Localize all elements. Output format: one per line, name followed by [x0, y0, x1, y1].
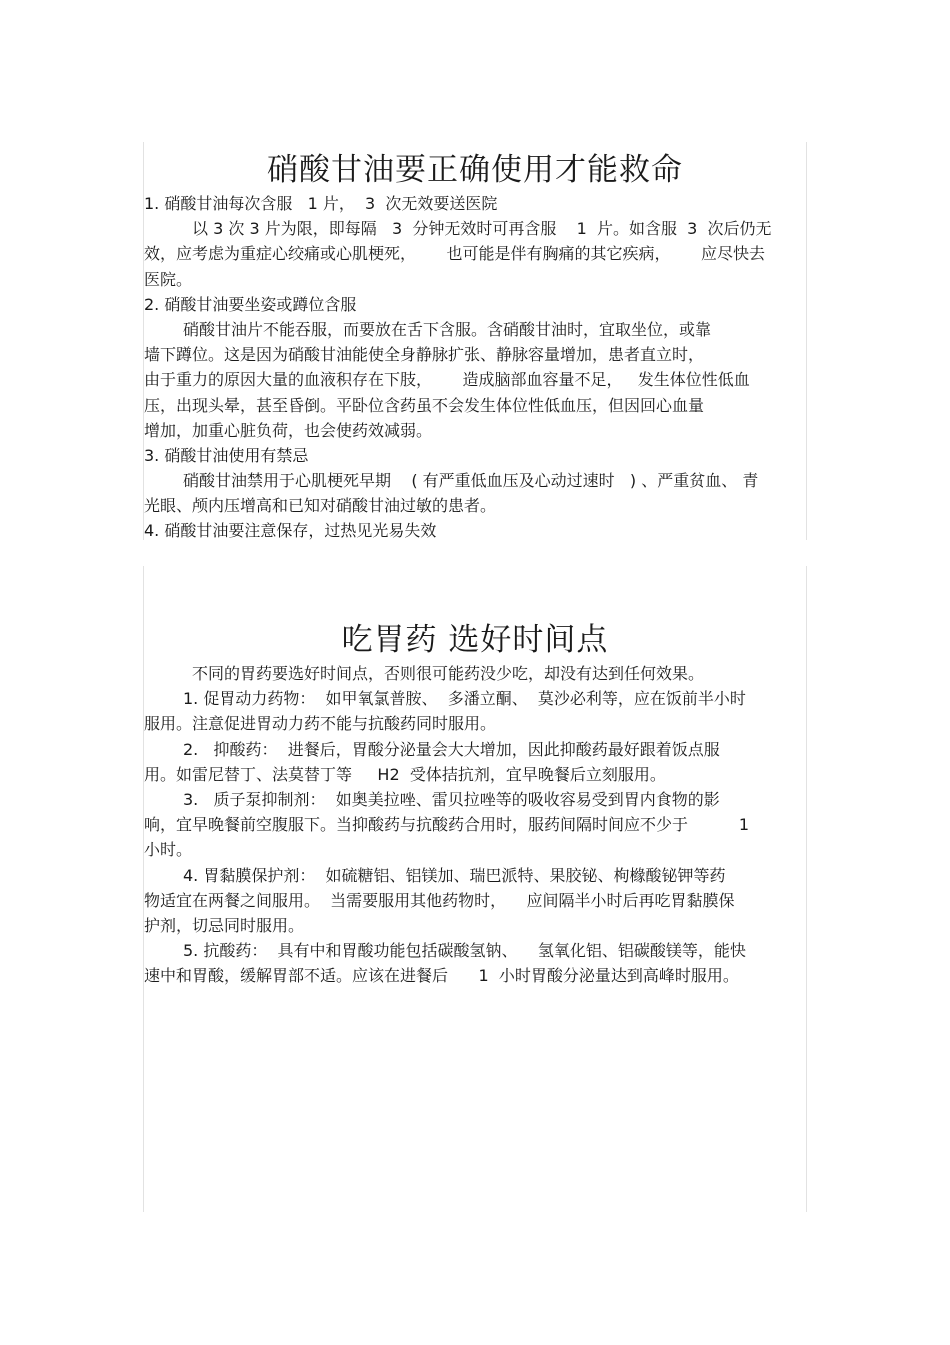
paragraph-line: 1. 促胃动力药物： 如甲氧氯普胺、 多潘立酮、 莫沙必利等，应在饭前半小时 [183, 689, 746, 709]
article-body [144, 191, 806, 544]
heading-4: 4. 硝酸甘油要注意保存，过热见光易失效 [144, 521, 437, 541]
paragraph-line: 速中和胃酸，缓解胃部不适。应该在进餐后 1 小时胃酸分泌量达到高峰时服用。 [144, 966, 739, 986]
page-border-right-bottom [806, 566, 807, 1212]
article-body [144, 661, 806, 988]
article-nitroglycerin [144, 148, 806, 544]
paragraph-line: 用。如雷尼替丁、法莫替丁等 H2 受体拮抗剂，宜早晚餐后立刻服用。 [144, 764, 666, 784]
paragraph-line: 增加，加重心脏负荷，也会使药效减弱。 [144, 420, 433, 440]
paragraph-line: 医院。 [144, 269, 193, 289]
paragraph-line: 硝酸甘油禁用于心肌梗死早期 ( 有严重低血压及心动过速时 ) 、严重贫血、 青 [183, 471, 759, 491]
paragraph-line: 压，出现头晕，甚至昏倒。平卧位含药虽不会发生体位性低血压，但因回心血量 [144, 395, 705, 415]
paragraph-line: 光眼、颅内压增高和已知对硝酸甘油过敏的患者。 [144, 496, 497, 516]
paragraph-line: 物适宜在两餐之间服用。 当需要服用其他药物时， 应间隔半小时后再吃胃黏膜保 [144, 890, 735, 910]
article-stomach-medicine [144, 618, 806, 988]
article-title: 硝酸甘油要正确使用才能救命 [267, 152, 683, 188]
paragraph-line: 墙下蹲位。这是因为硝酸甘油能使全身静脉扩张、静脉容量增加，患者直立时， [144, 345, 705, 365]
paragraph-line: 服用。注意促进胃动力药不能与抗酸药同时服用。 [144, 714, 497, 734]
paragraph-line: 由于重力的原因大量的血液积存在下肢， 造成脑部血容量不足， 发生体位性低血 [144, 370, 750, 390]
paragraph-line: 效，应考虑为重症心绞痛或心肌梗死， 也可能是伴有胸痛的其它疾病， 应尽快去 [144, 244, 766, 264]
heading-3: 3. 硝酸甘油使用有禁忌 [144, 445, 309, 465]
paragraph-line: 响，宜早晚餐前空腹服下。当抑酸药与抗酸药合用时，服药间隔时间应不少于 1 [144, 815, 750, 835]
article-title: 吃胃药 选好时间点 [341, 622, 609, 658]
page-border-right-top [806, 142, 807, 540]
heading-1: 1. 硝酸甘油每次含服 1 片， 3 次无效要送医院 [144, 194, 498, 213]
paragraph-line: 5. 抗酸药： 具有中和胃酸功能包括碳酸氢钠、 氢氧化铝、铝碳酸镁等，能快 [183, 941, 746, 961]
heading-2: 2. 硝酸甘油要坐姿或蹲位含服 [144, 294, 357, 314]
paragraph-line: 硝酸甘油片不能吞服，而要放在舌下含服。含硝酸甘油时，宜取坐位，或靠 [183, 319, 712, 339]
paragraph-line: 3. 质子泵抑制剂： 如奥美拉唑、雷贝拉唑等的吸收容易受到胃内食物的影 [183, 789, 720, 809]
paragraph-line: 2. 抑酸药： 进餐后，胃酸分泌量会大大增加，因此抑酸药最好跟着饭点服 [183, 739, 720, 759]
paragraph-line: 护剂，切忌同时服用。 [144, 915, 305, 935]
paragraph-line: 以 3 次 3 片为限，即每隔 3 分钟无效时可再含服 1 片。如含服 3 次后仍无 [192, 219, 772, 239]
paragraph-line: 4. 胃黏膜保护剂： 如硫糖铝、铝镁加、瑞巴派特、果胶铋、枸橼酸铋钾等药 [183, 865, 726, 885]
paragraph-line: 小时。 [144, 840, 193, 860]
intro-line: 不同的胃药要选好时间点，否则很可能药没少吃，却没有达到任何效果。 [192, 664, 705, 683]
